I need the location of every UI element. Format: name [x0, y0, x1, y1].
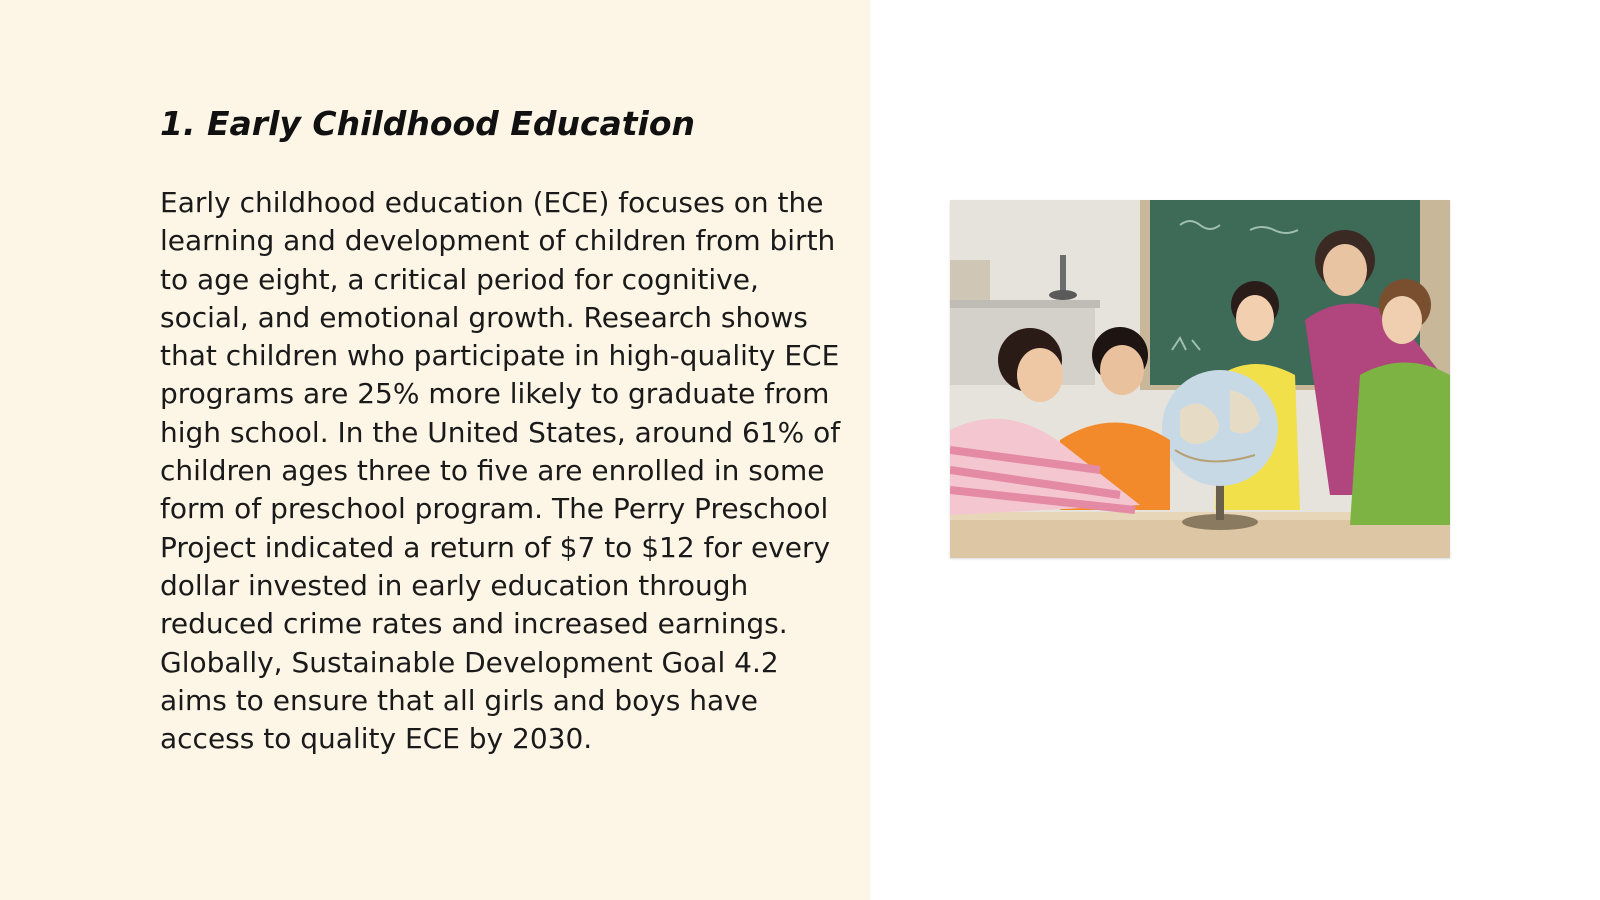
photo-illustration: [950, 200, 1450, 558]
slide-body-text: Early childhood education (ECE) focuses on the learning and development of children from birth to age eight, a critical period for cognitive, social, and emotional growth. Research shows that children who participate in high-quality ECE programs are 25% more likely to graduate from high school. In the United States, around 61% of children ages three to five are enrolled in some form of preschool program. The Perry Preschool Project indicated a return of $7 to $12 for every dollar invested in early education through reduced crime rates and increased earnings. Globally, Sustainable Development Goal 4.2 aims to ensure that all girls and boys have access to quality ECE by 2030.: [160, 186, 841, 756]
slide-title: 1. Early Childhood Education: [160, 104, 696, 143]
classroom-globe-photo: [950, 200, 1450, 558]
